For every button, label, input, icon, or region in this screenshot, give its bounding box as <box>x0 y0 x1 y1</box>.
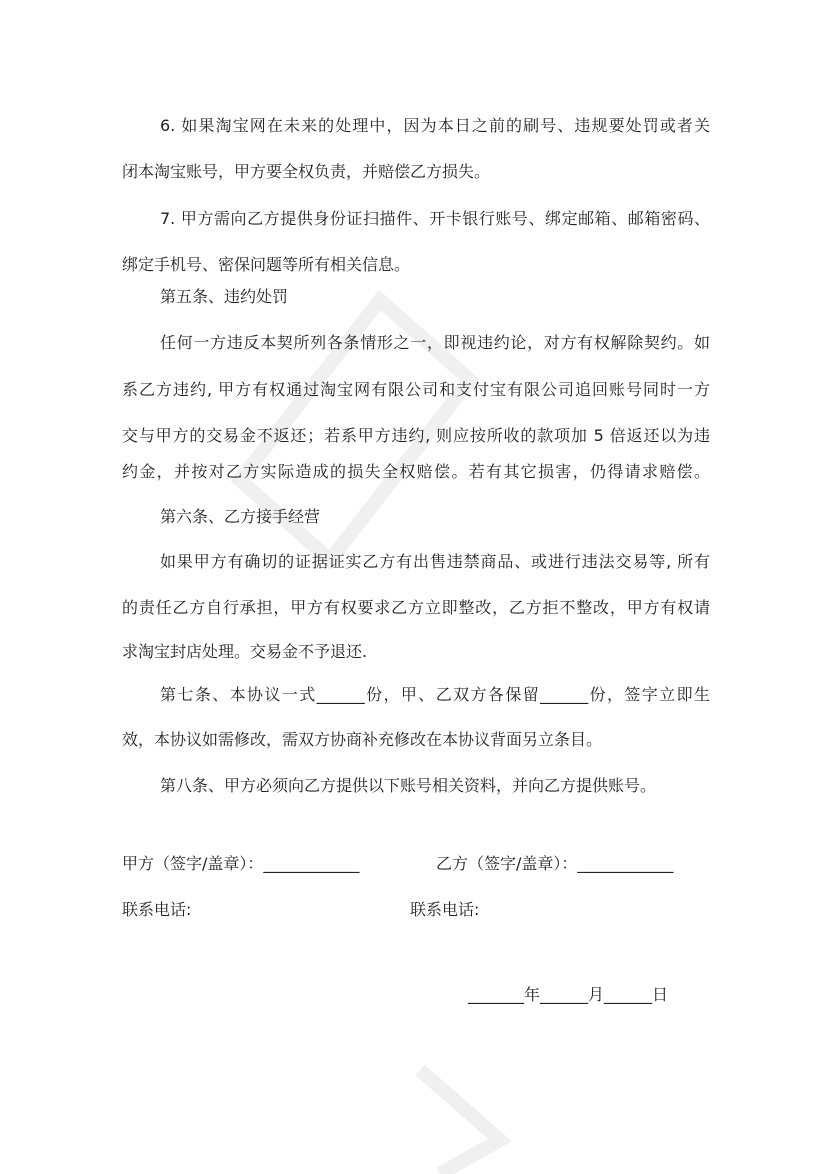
article-7-line-1: 第七条、本协议一式______份，甲、乙双方各保留______份，签字立即生 <box>160 685 710 704</box>
article-6-line-2: 的责任乙方自行承担，甲方有权要求乙方立即整改，乙方拒不整改，甲方有权请 <box>122 598 710 617</box>
article-8-text: 第八条、甲方必须向乙方提供以下账号相关资料，并向乙方提供账号。 <box>160 776 657 795</box>
party-b-phone: 联系电话: <box>410 900 480 919</box>
article-5-line-1: 任何一方违反本契所列各条情形之一，即视违约论，对方有权解除契约。如 <box>160 333 710 352</box>
clause-6-line-1: 6. 如果淘宝网在未来的处理中，因为本日之前的刷号、违规要处罚或者关 <box>160 116 710 135</box>
clause-7-line-1: 7. 甲方需向乙方提供身份证扫描件、开卡银行账号、绑定邮箱、邮箱密码、 <box>160 209 710 228</box>
party-b-signature: 乙方（签字/盖章）：____________ <box>436 854 674 873</box>
article-5-line-4: 约金，并按对乙方实际造成的损失全权赔偿。若有其它损害，仍得请求赔偿。 <box>122 462 710 481</box>
article-7-line-2: 效，本协议如需修改，需双方协商补充修改在本协议背面另立条目。 <box>122 730 603 749</box>
article-5-line-2: 系乙方违约, 甲方有权通过淘宝网有限公司和支付宝有限公司追回账号同时一方 <box>122 380 710 399</box>
signing-date: _______年______月______日 <box>468 985 669 1004</box>
party-a-signature: 甲方（签字/盖章）：____________ <box>122 854 360 873</box>
article-6-line-1: 如果甲方有确切的证据证实乙方有出售违禁商品、或进行违法交易等, 所有 <box>160 552 710 571</box>
article-6-line-3: 求淘宝封店处理。交易金不予退还. <box>122 642 368 661</box>
article-5-line-3: 交与甲方的交易金不返还；若系甲方违约, 则应按所收的款项加 5 倍返还以为违 <box>122 426 710 445</box>
article-6-heading: 第六条、乙方接手经营 <box>160 507 321 526</box>
party-a-phone: 联系电话: <box>122 900 192 919</box>
clause-7-line-2: 绑定手机号、密保问题等所有相关信息。 <box>122 255 411 274</box>
clause-6-line-2: 闭本淘宝账号，甲方要全权负责，并赔偿乙方损失。 <box>122 162 491 181</box>
article-5-heading: 第五条、违约处罚 <box>160 287 289 306</box>
